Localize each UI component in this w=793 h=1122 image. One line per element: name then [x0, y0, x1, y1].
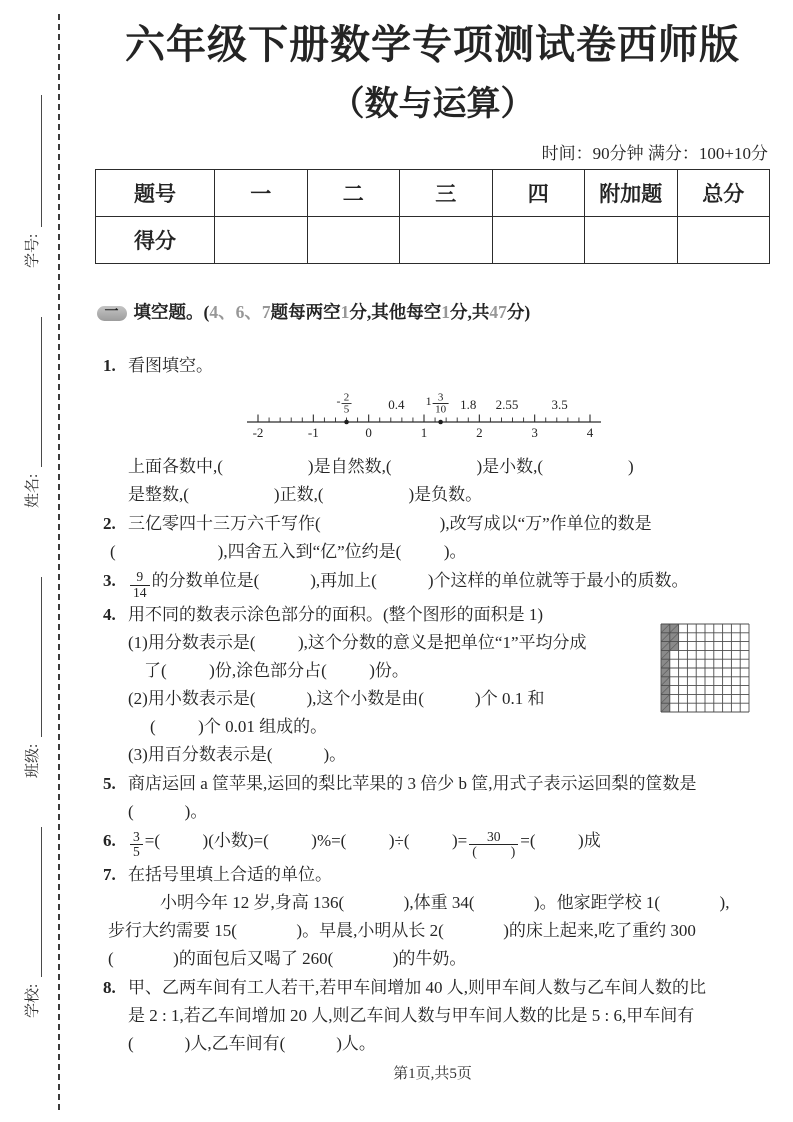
- score-header-cell: 总分: [677, 170, 770, 217]
- question-8-line: 是 2 : 1,若乙车间增加 20 人,则乙车间人数与甲车间人数的比是 5 : 6,甲车间有: [128, 1005, 695, 1025]
- question-number: 6.: [103, 830, 116, 850]
- class-label: 班级:: [25, 743, 41, 778]
- svg-text:3.5: 3.5: [551, 397, 568, 412]
- score-cell: [307, 217, 400, 264]
- question-number: 4.: [103, 604, 116, 624]
- score-cell: [492, 217, 585, 264]
- question-7-title: 在括号里填上合适的单位。: [128, 864, 332, 884]
- fraction-9-14: $\frac{9}{14}$: [130, 570, 150, 600]
- question-8: [103, 974, 770, 1058]
- question-3-line: $\frac{9}{14}$ 的分数单位是( ),再加上( )个这样的单位就等于最小的质数。: [128, 567, 770, 600]
- score-table-header-row: [96, 170, 770, 217]
- section-1-title: 填空题。: [133, 302, 204, 322]
- svg-text:2.55: 2.55: [495, 397, 519, 412]
- seal-dashed-line: [58, 14, 60, 1110]
- question-6: [103, 827, 770, 860]
- question-1-line: 上面各数中,( )是自然数,( )是小数,( ): [128, 457, 634, 476]
- question-4: [103, 601, 770, 769]
- school-blank: [25, 827, 42, 977]
- number-line-figure: [246, 384, 770, 451]
- question-number: 8.: [103, 977, 116, 997]
- sidebar-field-class: [20, 577, 42, 778]
- question-3: [103, 567, 770, 600]
- question-1-line: 是整数,( )正数,( )是负数。: [128, 485, 483, 504]
- sidebar-field-school: [20, 827, 42, 1018]
- score-cell: [215, 217, 308, 264]
- name-label: 姓名:: [25, 473, 41, 508]
- svg-text:1: 1: [420, 425, 428, 440]
- svg-text:3: 3: [531, 425, 538, 440]
- question-7-line: 小明今年 12 岁,身高 136( ),体重 34( )。他家距学校 1( ),: [160, 892, 730, 912]
- question-5-line: 商店运回 a 筐苹果,运回的梨比苹果的 3 倍少 b 筐,用式子表示运回梨的筐数是: [128, 773, 697, 793]
- page-footer: 第1页,共5页: [393, 1066, 472, 1082]
- score-table: [95, 169, 770, 264]
- question-2-line: 三亿零四十三万六千写作( ),改写成以“万”作单位的数是: [128, 514, 652, 533]
- question-7: [103, 861, 770, 973]
- score-header-cell: 四: [492, 170, 585, 217]
- exam-meta: 时间：90分钟 满分：100+10分: [541, 144, 768, 163]
- question-2-line: ( ),四舍五入到“亿”位约是( )。: [110, 542, 467, 561]
- sidebar-field-name: [20, 317, 42, 508]
- name-blank: [25, 317, 42, 467]
- student-number-blank: [25, 95, 42, 227]
- sidebar-field-student-number: [20, 95, 42, 268]
- svg-text:2: 2: [476, 425, 483, 440]
- score-header-cell: 附加题: [585, 170, 678, 217]
- question-number: 2.: [103, 514, 116, 533]
- svg-text:3: 3: [437, 391, 444, 404]
- svg-text:-: -: [336, 394, 341, 408]
- svg-text:2: 2: [343, 391, 350, 404]
- svg-text:1.8: 1.8: [460, 397, 477, 412]
- svg-text:0: 0: [365, 425, 372, 440]
- question-4-sub2: (2)用小数表示是( ),这个小数是由( )个 0.1 和: [128, 688, 545, 708]
- score-cell: [585, 217, 678, 264]
- question-5-line: ( )。: [128, 801, 208, 821]
- fraction-3-5: $\frac{3}{5}$: [130, 830, 143, 860]
- question-number: 1.: [103, 356, 116, 375]
- question-7-line: ( )的面包后又喝了 260( )的牛奶。: [108, 948, 467, 968]
- question-4-sub3: (3)用百分数表示是( )。: [128, 744, 347, 764]
- section-1-badge: 一: [97, 306, 127, 321]
- score-header-cell: 一: [215, 170, 308, 217]
- score-header-cell: 二: [307, 170, 400, 217]
- score-header-cell: 三: [400, 170, 493, 217]
- question-8-line: 甲、乙两车间有工人若干,若甲车间增加 40 人,则甲车间人数与乙车间人数的比: [128, 977, 706, 997]
- school-label: 学校:: [25, 983, 41, 1018]
- question-number: 5.: [103, 773, 116, 793]
- hundred-grid: [660, 623, 750, 713]
- svg-text:0.4: 0.4: [388, 397, 405, 412]
- hundred-grid-figure: [660, 623, 750, 722]
- question-7-line: 步行大约需要 15( )。早晨,小明从长 2( )的床上起来,吃了重约 300: [108, 920, 696, 940]
- question-6-line: $\frac{3}{5}$ =( )(小数)=( )%=( )÷( )= $\frac{30}{( )}$ =( )成: [128, 827, 770, 860]
- svg-text:10: 10: [435, 403, 447, 416]
- score-table-body-row: [96, 217, 770, 264]
- question-8-line: ( )人,乙车间有( )人。: [128, 1033, 376, 1053]
- paper-content: [95, 14, 770, 1058]
- score-cell: [400, 217, 493, 264]
- score-header-cell: 题号: [96, 170, 215, 217]
- question-4-sub1-cont: 了( )份,涂色部分占( )份。: [144, 660, 409, 680]
- page-subtitle: （数与运算）: [330, 86, 535, 123]
- student-number-label: 学号:: [25, 233, 41, 268]
- section-1-header: [79, 273, 770, 351]
- class-blank: [25, 577, 42, 737]
- section-1-note: (4、6、7题每两空1分,其他每空1分,共47分): [203, 302, 531, 322]
- page-title: 六年级下册数学专项测试卷西师版: [125, 22, 740, 67]
- question-1: [103, 352, 770, 509]
- svg-text:5: 5: [343, 403, 350, 416]
- score-cell: [677, 217, 770, 264]
- fraction-30-blank: $\frac{30}{( )}$: [469, 830, 518, 860]
- svg-text:-1: -1: [307, 425, 319, 440]
- question-4-sub2-cont: ( )个 0.01 组成的。: [150, 716, 328, 736]
- svg-text:-2: -2: [252, 425, 264, 440]
- question-number: 7.: [103, 864, 116, 884]
- question-2: [103, 510, 770, 566]
- question-4-sub1: (1)用分数表示是( ),这个分数的意义是把单位“1”平均分成: [128, 632, 587, 652]
- question-1-title: 看图填空。: [128, 356, 213, 375]
- score-row-label: 得分: [96, 217, 215, 264]
- question-4-title: 用不同的数表示涂色部分的面积。(整个图形的面积是 1): [128, 604, 544, 624]
- svg-text:1: 1: [425, 394, 432, 408]
- questions-list: [103, 352, 770, 1058]
- number-line: [246, 384, 602, 442]
- svg-text:4: 4: [586, 425, 594, 440]
- question-5: [103, 770, 770, 826]
- question-number: 3.: [103, 571, 116, 590]
